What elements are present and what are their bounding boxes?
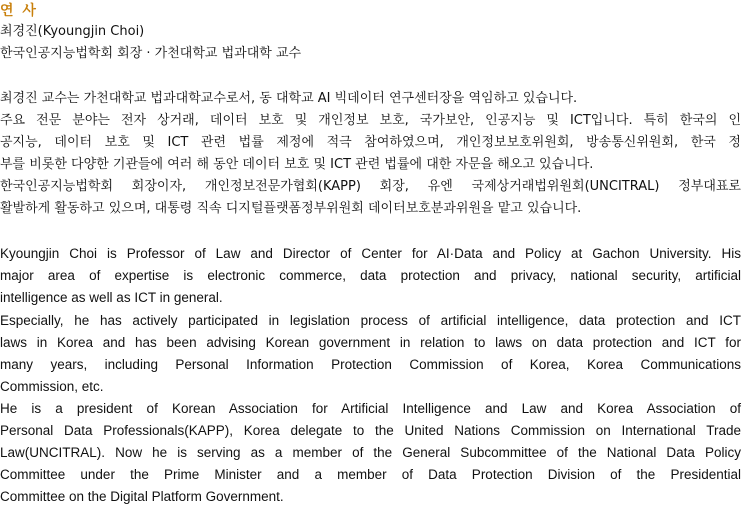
bio-ko-line: 최경진 교수는 가천대학교 법과대학교수로서, 동 대학교 AI 빅데이터 연구센터장을 역임하고 있습니다. — [0, 91, 578, 106]
bio-en-line: major area of expertise is electronic commerce, data protection and privacy, national security, artificial — [0, 268, 741, 283]
bio-en-line: many years, including Personal Information Protection Commission of Korea, Korea Communications — [0, 357, 741, 372]
bio-ko-line: 부를 비롯한 다양한 기관들에 여러 해 동안 데이터 보호 및 ICT 관련 법률에 대한 자문을 해오고 있습니다. — [0, 157, 594, 172]
bio-en-line: Kyoungjin Choi is Professor of Law and Director of Center for AI·Data and Policy at Gachon University. His — [0, 246, 741, 261]
bio-ko-line: 공지능, 데이터 보호 및 ICT 관련 법률 제정에 적극 참여하였으며, 개인정보보호위원회, 방송통신위원회, 한국 정 — [0, 135, 741, 150]
bio-en-line: laws in Korea and has been advising Korean government in relation to laws on data protection and ICT for — [0, 335, 741, 350]
section-heading: 연 사 — [0, 3, 38, 19]
speaker-affiliation: 한국인공지능법학회 회장 · 가천대학교 법과대학 교수 — [0, 46, 302, 61]
bio-en-line: He is a president of Korean Association for Artificial Intelligence and Law and Korea Association of — [0, 401, 741, 416]
bio-en-line: Personal Data Professionals(KAPP), Korea delegate to the United Nations Commission on International Trade — [0, 423, 741, 438]
bio-en-line: intelligence as well as ICT in general. — [0, 290, 223, 305]
bio-en-line: Law(UNCITRAL). Now he is serving as a member of the General Subcommittee of the National Data Policy — [0, 445, 741, 460]
bio-ko-line: 주요 전문 분야는 전자 상거래, 데이터 보호 및 개인정보 보호, 국가보안, 인공지능 및 ICT입니다. 특히 한국의 인 — [0, 113, 741, 128]
bio-en-line: Especially, he has actively participated in legislation process of artificial intelligence, data protection and ICT — [0, 313, 741, 328]
bio-en-line: Commission, etc. — [0, 379, 104, 394]
bio-ko-line: 한국인공지능법학회 회장이자, 개인정보전문가협회(KAPP) 회장, 유엔 국제상거래법위원회(UNCITRAL) 정부대표로 — [0, 179, 741, 194]
speaker-name: 최경진(Kyoungjin Choi) — [0, 24, 145, 39]
bio-en-line: Committee on the Digital Platform Government. — [0, 489, 284, 504]
bio-ko-line: 활발하게 활동하고 있으며, 대통령 직속 디지털플랫폼정부위원회 데이터보호분과위원을 맡고 있습니다. — [0, 201, 582, 216]
bio-en-line: Committee under the Prime Minister and a member of Data Protection Division of the Presidential — [0, 467, 741, 482]
